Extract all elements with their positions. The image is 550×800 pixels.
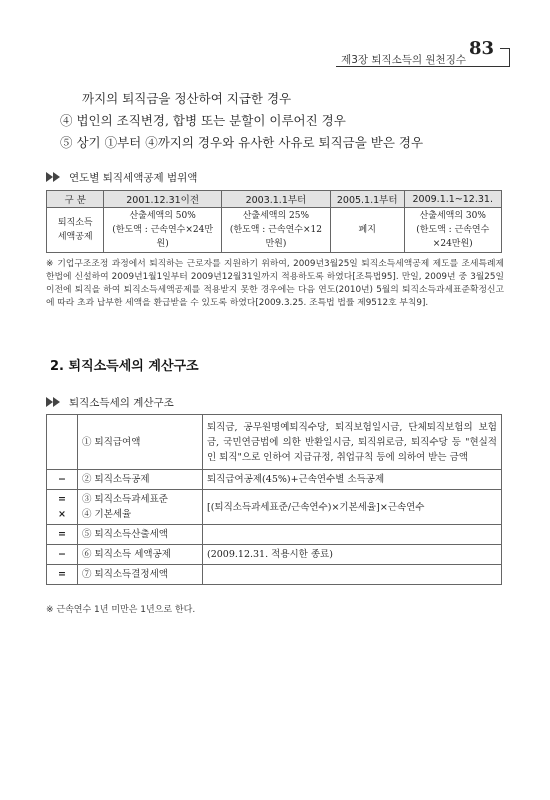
table-cell: 산출세액의 30% (한도액 : 근속연수 ×24만원) xyxy=(404,208,502,253)
operator-cell: = xyxy=(47,525,78,545)
description-cell: 퇴직급여공제(45%)+근속연수별 소득공제 xyxy=(203,470,502,490)
body-text xyxy=(60,88,500,154)
operator-cell: = × xyxy=(47,490,78,525)
operator-cell xyxy=(47,415,78,470)
item-cell: ② 퇴직소득공제 xyxy=(78,470,203,490)
table-row xyxy=(47,415,502,470)
footnote-2: ※ 근속연수 1년 미만은 1년으로 한다. xyxy=(46,605,196,615)
body-line: 까지의 퇴직금을 정산하여 지급한 경우 xyxy=(82,91,292,106)
header-rule xyxy=(336,66,510,67)
table-header-row xyxy=(47,191,502,208)
table-row xyxy=(47,525,502,545)
double-arrow-icon xyxy=(46,397,64,408)
double-arrow-icon xyxy=(46,172,64,183)
table-row xyxy=(47,470,502,490)
header-rule-tick-cap xyxy=(500,48,510,49)
page-number: 83 xyxy=(468,38,494,59)
operator-cell: = xyxy=(47,565,78,585)
description-cell: [(퇴직소득과세표준/근속연수)×기본세율]×근속연수 xyxy=(203,490,502,525)
table-cell: 산출세액의 25% (한도액 : 근속연수×12 만원) xyxy=(221,208,330,253)
column-header: 2003.1.1부터 xyxy=(221,191,330,208)
table-row xyxy=(47,490,502,525)
description-cell xyxy=(203,565,502,585)
body-line: ④ 법인의 조직변경, 합병 또는 분할이 이루어진 경우 xyxy=(60,113,346,128)
deduction-table xyxy=(46,190,502,253)
table2-heading xyxy=(46,395,174,410)
table1-heading xyxy=(46,170,197,185)
section-title: 2. 퇴직소득세의 계산구조 xyxy=(50,359,199,374)
body-line: ⑤ 상기 ①부터 ④까지의 경우와 유사한 사유로 퇴직금을 받은 경우 xyxy=(60,135,424,150)
row-label: 퇴직소득 세액공제 xyxy=(47,208,104,253)
column-header: 2005.1.1부터 xyxy=(330,191,404,208)
description-cell: (2009.12.31. 적용시한 종료) xyxy=(203,545,502,565)
calculation-table xyxy=(46,414,502,585)
footnote-1: ※ 기업구조조정 과정에서 퇴직하는 근로자를 지원하기 위하여, 2009년3월25일 퇴직소득세액공제 제도를 조세특례제한법에 신설하여 2009년1월1일부터 2009년12월31일까지 적용하도록 하였다[조특법95]. 만일, 2009년 중 3월25일 이전에 퇴직을 하여 퇴직소득세액공제를 적용받지 못한 경우에는 다음 연도(2010년) 5월의 퇴직소득과세표준확정신고에 따라 초과 납부한 세액을 환급받을 수 있도록 하였다[2009.3.25. 조특법 법률 제9512호 부칙9]. xyxy=(46,259,504,308)
column-header: 2009.1.1~12.31. xyxy=(404,191,502,208)
column-header: 2001.12.31이전 xyxy=(104,191,221,208)
column-header: 구 분 xyxy=(47,191,104,208)
item-cell: ⑤ 퇴직소득산출세액 xyxy=(78,525,203,545)
header-rule-tick xyxy=(509,48,510,66)
table-row xyxy=(47,565,502,585)
table-cell: 폐지 xyxy=(330,208,404,253)
operator-cell: − xyxy=(47,470,78,490)
description-cell: 퇴직금, 공무원명예퇴직수당, 퇴직보험일시금, 단체퇴직보험의 보험금, 국민연금법에 의한 반환일시금, 퇴직위로금, 퇴직수당 등 "현실적인 퇴직"으로 인하여 지급규정, 취업규칙 등에 의하여 받는 금액 xyxy=(203,415,502,470)
description-cell xyxy=(203,525,502,545)
item-cell: ① 퇴직급여액 xyxy=(78,415,203,470)
item-cell: ⑦ 퇴직소득결정세액 xyxy=(78,565,203,585)
item-cell: ⑥ 퇴직소득 세액공제 xyxy=(78,545,203,565)
table1-heading-text: 연도별 퇴직세액공제 범위액 xyxy=(69,172,198,184)
table-cell: 산출세액의 50% (한도액 : 근속연수×24만원) xyxy=(104,208,221,253)
chapter-title: 제3장 퇴직소득의 원천징수 xyxy=(341,54,466,66)
table2-heading-text: 퇴직소득세의 계산구조 xyxy=(69,397,174,409)
table-row xyxy=(47,208,502,253)
table-row xyxy=(47,545,502,565)
page-header xyxy=(0,36,550,70)
item-cell: ③ 퇴직소득과세표준 ④ 기본세율 xyxy=(78,490,203,525)
operator-cell: − xyxy=(47,545,78,565)
